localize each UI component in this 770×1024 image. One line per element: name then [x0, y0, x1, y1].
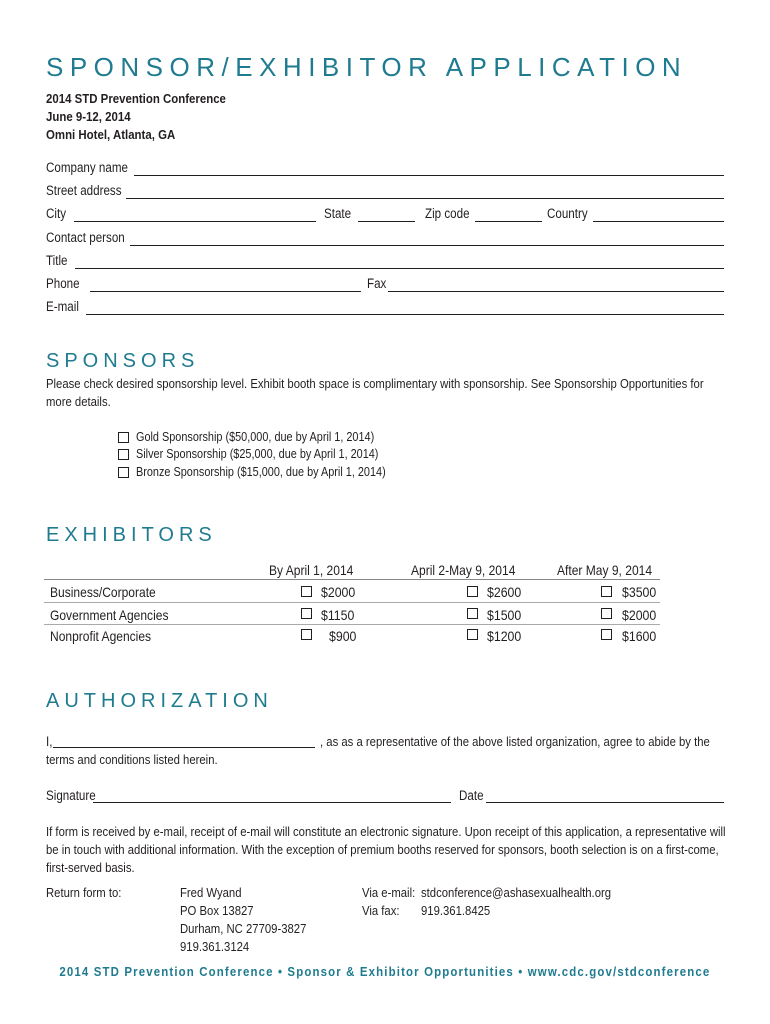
return-label: Return form to: [46, 885, 122, 900]
gold-checkbox[interactable] [118, 432, 129, 443]
company-label: Company name [46, 160, 128, 175]
street-field[interactable] [126, 198, 724, 199]
return-phone: 919.361.3124 [180, 939, 250, 954]
column-header-early: By April 1, 2014 [269, 562, 354, 578]
bronze-label: Bronze Sponsorship ($15,000, due by April 1, 2014) [136, 465, 386, 479]
authorization-heading: AUTHORIZATION [46, 690, 273, 712]
business-mid-checkbox[interactable] [467, 586, 478, 597]
silver-checkbox[interactable] [118, 449, 129, 460]
phone-field[interactable] [90, 291, 361, 292]
state-label: State [324, 206, 352, 221]
row-label-nonprofit: Nonprofit Agencies [50, 628, 152, 644]
city-label: City [46, 206, 66, 221]
name-field[interactable] [53, 747, 315, 748]
silver-label: Silver Sponsorship ($25,000, due by April 1, 2014) [136, 447, 379, 461]
email-field[interactable] [86, 314, 724, 315]
footer-text: 2014 STD Prevention Conference • Sponsor & Exhibitor Opportunities • www.cdc.gov/stdconference [59, 964, 711, 979]
city-field[interactable] [74, 221, 316, 222]
conference-venue: Omni Hotel, Atlanta, GA [46, 127, 176, 142]
price: $1600 [622, 628, 657, 644]
conference-name: 2014 STD Prevention Conference [46, 91, 226, 106]
title-label: Title [46, 253, 68, 268]
price: $1500 [487, 607, 522, 623]
price: $2000 [622, 607, 657, 623]
email-label: E-mail [46, 299, 79, 314]
price: $1200 [487, 628, 522, 644]
nonprofit-mid-checkbox[interactable] [467, 629, 478, 640]
column-header-late: After May 9, 2014 [557, 562, 653, 578]
nonprofit-late-checkbox[interactable] [601, 629, 612, 640]
price: $900 [329, 628, 357, 644]
business-late-checkbox[interactable] [601, 586, 612, 597]
signature-field[interactable] [93, 802, 451, 803]
phone-label: Phone [46, 276, 80, 291]
signature-label: Signature [46, 788, 96, 803]
price: $2600 [487, 584, 522, 600]
return-city: Durham, NC 27709-3827 [180, 921, 307, 936]
conference-dates: June 9-12, 2014 [46, 109, 131, 124]
column-header-mid: April 2-May 9, 2014 [411, 562, 516, 578]
page-title: SPONSOR/EXHIBITOR APPLICATION [46, 52, 688, 82]
state-field[interactable] [358, 221, 415, 222]
row-label-government: Government Agencies [50, 607, 169, 623]
i-label: I, [46, 734, 53, 749]
date-field[interactable] [486, 802, 724, 803]
fax-field[interactable] [388, 291, 724, 292]
price: $1150 [321, 607, 355, 623]
email-via-label: Via e-mail: [362, 885, 416, 900]
return-box: PO Box 13827 [180, 903, 254, 918]
zip-field[interactable] [475, 221, 542, 222]
street-label: Street address [46, 183, 122, 198]
business-early-checkbox[interactable] [301, 586, 312, 597]
agree-text: , as as a representative of the above listed organization, agree to abide by the [320, 734, 710, 749]
country-label: Country [547, 206, 588, 221]
country-field[interactable] [593, 221, 724, 222]
company-field[interactable] [134, 175, 724, 176]
signature-notice: If form is received by e-mail, receipt of e-mail will constitute an electronic signature. Upon receipt of this application, a representative will be in touch with additional information. With the exception of premium booths reserved for sponsors, booth selection is on a first-come, first-served basis. [46, 824, 726, 875]
row-label-business: Business/Corporate [50, 584, 156, 600]
return-fax: 919.361.8425 [421, 903, 491, 918]
exhibitors-heading: EXHIBITORS [46, 524, 217, 546]
bronze-checkbox[interactable] [118, 467, 129, 478]
fax-via-label: Via fax: [362, 903, 400, 918]
return-email[interactable]: stdconference@ashasexualhealth.org [421, 885, 612, 900]
zip-label: Zip code [425, 206, 470, 221]
price: $3500 [622, 584, 657, 600]
contact-label: Contact person [46, 230, 125, 245]
table-rule [44, 579, 660, 580]
government-late-checkbox[interactable] [601, 608, 612, 619]
price: $2000 [321, 584, 356, 600]
nonprofit-early-checkbox[interactable] [301, 629, 312, 640]
sponsors-heading: SPONSORS [46, 350, 200, 372]
fax-label: Fax [367, 276, 387, 291]
table-rule [44, 624, 660, 625]
agree-text-2: terms and conditions listed herein. [46, 752, 218, 767]
table-rule [44, 602, 660, 603]
sponsors-description: Please check desired sponsorship level. Exhibit booth space is complimentary with sponsorship. See Sponsorship Opportunities for more details. [46, 376, 704, 409]
return-name: Fred Wyand [180, 885, 242, 900]
title-field[interactable] [75, 268, 724, 269]
government-mid-checkbox[interactable] [467, 608, 478, 619]
footer [0, 964, 770, 979]
date-label: Date [459, 788, 484, 803]
contact-field[interactable] [130, 245, 724, 246]
gold-label: Gold Sponsorship ($50,000, due by April 1, 2014) [136, 430, 375, 444]
government-early-checkbox[interactable] [301, 608, 312, 619]
